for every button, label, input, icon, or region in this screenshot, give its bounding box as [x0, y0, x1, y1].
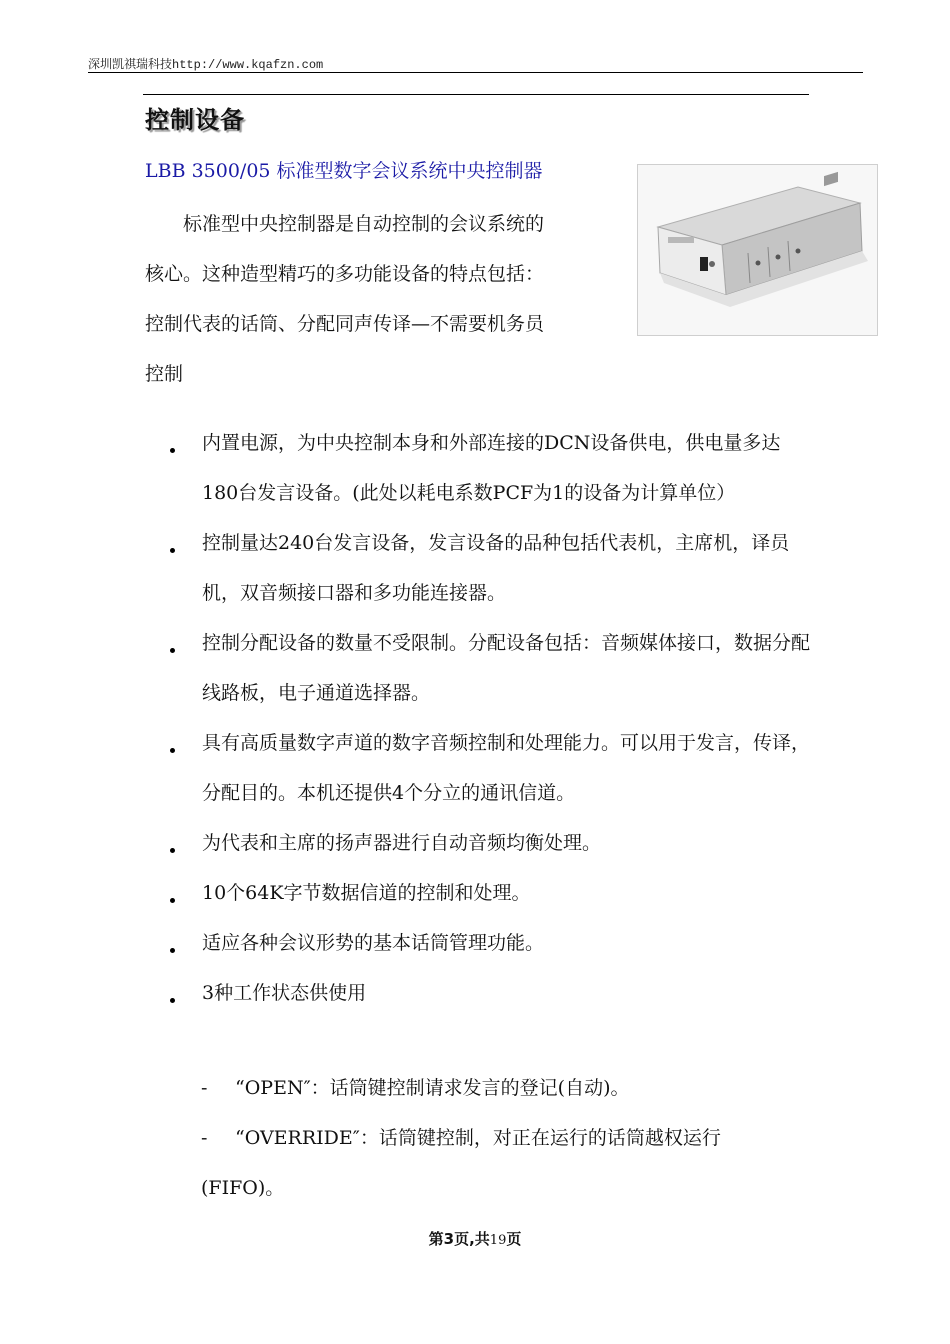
list-item: 3种工作状态供使用	[170, 968, 810, 1018]
intro-line: 标准型中央控制器是自动控制的会议系统的	[183, 213, 545, 235]
list-item: 10个64K字节数据信道的控制和处理。	[170, 868, 810, 918]
bullet-icon	[170, 948, 175, 953]
product-title: LBB 3500/05 标准型数字会议系统中央控制器	[145, 160, 543, 182]
header-url[interactable]: http://www.kqafzn.com	[172, 58, 324, 72]
bullet-icon	[170, 648, 175, 653]
feature-list	[170, 418, 810, 1018]
header-company: 深圳凯祺瑞科技	[88, 58, 173, 72]
bullet-icon	[170, 748, 175, 753]
section-rule	[143, 94, 809, 95]
section-title: 控制设备	[145, 106, 245, 134]
bullet-icon	[170, 448, 175, 453]
intro-line: 控制	[145, 363, 184, 385]
list-item: 适应各种会议形势的基本话筒管理功能。	[170, 918, 810, 968]
bullet-icon	[170, 998, 175, 1003]
intro-line: 核心。这种造型精巧的多功能设备的特点包括：	[145, 263, 545, 285]
mode-item: - “OVERRIDE″：话筒键控制，对正在运行的话筒越权运行 (FIFO)。	[201, 1127, 721, 1199]
page-header	[88, 57, 863, 73]
mode-list	[201, 1063, 801, 1213]
page-footer: 第3页,共19页	[428, 1230, 522, 1248]
list-item: 具有高质量数字声道的数字音频控制和处理能力。可以用于发言，传译，分配目的。本机还提供4个分立的通讯信道。	[170, 718, 810, 818]
current-page: 3	[443, 1230, 455, 1248]
product-intro	[145, 199, 623, 399]
bullet-icon	[170, 848, 175, 853]
list-item: 为代表和主席的扬声器进行自动音频均衡处理。	[170, 818, 810, 868]
header-rule	[88, 72, 863, 73]
mode-item: - “OPEN″：话筒键控制请求发言的登记(自动)。	[201, 1077, 630, 1099]
controller-device-illustration	[638, 165, 877, 335]
bullet-icon	[170, 898, 175, 903]
total-pages: 19	[489, 1233, 507, 1248]
product-photo	[637, 164, 878, 336]
intro-line: 控制代表的话筒、分配同声传译—不需要机务员	[145, 313, 545, 335]
bullet-icon	[170, 548, 175, 553]
list-item: 控制量达240台发言设备，发言设备的品种包括代表机，主席机，译员机，双音频接口器和多功能连接器。	[170, 518, 810, 618]
list-item: 控制分配设备的数量不受限制。分配设备包括：音频媒体接口，数据分配线路板，电子通道选择器。	[170, 618, 810, 718]
list-item: 内置电源，为中央控制本身和外部连接的DCN设备供电，供电量多达180台发言设备。(此处以耗电系数PCF为1的设备为计算单位）	[170, 418, 810, 518]
